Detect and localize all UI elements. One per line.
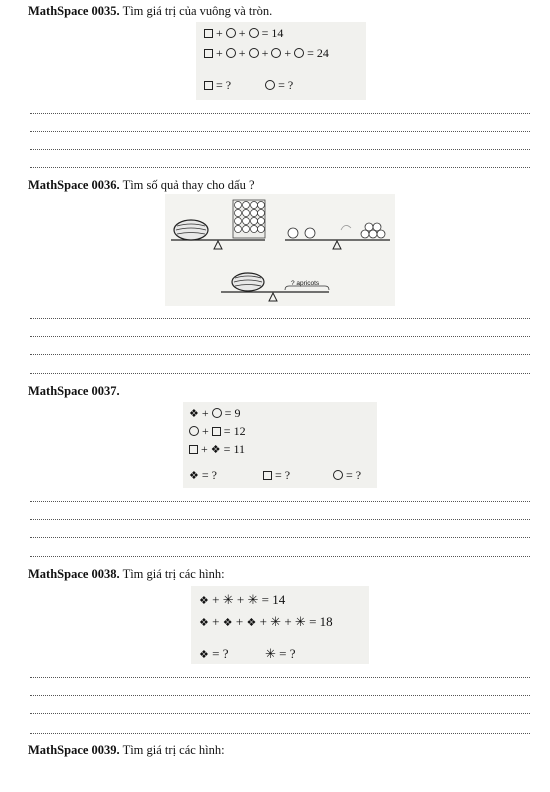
equals-sign: = xyxy=(261,26,269,40)
apricots-label: ? apricots xyxy=(291,280,320,287)
plus-sign: + xyxy=(261,46,269,60)
diamond-icon: ❖ xyxy=(222,617,233,629)
q37-title xyxy=(28,384,120,399)
q39-label: MathSpace 0039. xyxy=(28,743,120,757)
answer-line xyxy=(30,519,530,520)
answer-line xyxy=(30,677,530,678)
diamond-icon: ❖ xyxy=(199,649,209,661)
plus-sign: + xyxy=(236,592,245,607)
q35-ans-square: ? xyxy=(225,78,232,92)
q37-figure xyxy=(183,402,377,488)
q37-eq2-sum: 12 xyxy=(233,424,246,438)
answer-line xyxy=(30,501,530,502)
q38-text: Tìm giá trị các hình: xyxy=(122,567,225,581)
plus-sign: + xyxy=(238,26,246,40)
circle-icon xyxy=(333,470,343,480)
star-icon: ✳ xyxy=(247,592,259,607)
plus-sign: + xyxy=(259,614,267,629)
answer-line xyxy=(30,713,530,714)
answer-line xyxy=(30,113,530,114)
equals-sign: = xyxy=(346,468,353,482)
answer-line xyxy=(30,336,530,337)
q35-text: Tìm giá trị của vuông và tròn. xyxy=(122,4,273,18)
square-icon xyxy=(189,445,198,454)
square-icon xyxy=(212,427,221,436)
circle-icon xyxy=(249,48,259,58)
equals-sign: = xyxy=(212,646,220,661)
q37-ans-circle: ? xyxy=(355,468,362,482)
diamond-icon: ❖ xyxy=(199,617,209,629)
star-icon: ✳ xyxy=(265,646,276,661)
q35-eq1 xyxy=(204,26,283,41)
q38-eq1 xyxy=(199,592,285,608)
q38-label: MathSpace 0038. xyxy=(28,567,120,581)
square-icon xyxy=(263,471,272,480)
answer-line xyxy=(30,556,530,557)
circle-icon xyxy=(271,48,281,58)
q35-figure xyxy=(196,22,366,100)
plus-sign: + xyxy=(284,46,292,60)
equals-sign: = xyxy=(307,46,314,60)
q36-figure xyxy=(165,194,395,306)
diamond-icon: ❖ xyxy=(210,444,221,456)
square-icon xyxy=(204,29,213,38)
circle-icon xyxy=(212,408,222,418)
plus-sign: + xyxy=(216,26,223,40)
q35-eq2 xyxy=(204,46,329,61)
equals-sign: = xyxy=(279,646,287,661)
equals-sign: = xyxy=(201,468,209,482)
q38-eq2 xyxy=(199,614,333,630)
circle-icon xyxy=(294,48,304,58)
equals-sign: = xyxy=(216,78,223,92)
q36-text: Tìm số quả thay cho dấu ? xyxy=(122,178,255,192)
answer-line xyxy=(30,131,530,132)
answer-line xyxy=(30,373,530,374)
square-icon xyxy=(204,49,213,58)
balance-scale-3 xyxy=(221,273,329,301)
q37-eq3 xyxy=(189,442,245,457)
square-icon xyxy=(204,81,213,90)
equals-sign: = xyxy=(261,592,269,607)
circle-icon xyxy=(189,426,199,436)
q37-answer-circle xyxy=(333,468,361,483)
q38-ans-diamond: ? xyxy=(222,646,229,661)
plus-sign: + xyxy=(202,424,209,438)
star-icon: ✳ xyxy=(222,592,234,607)
equals-sign: = xyxy=(224,406,232,420)
circle-icon xyxy=(265,80,275,90)
star-icon: ✳ xyxy=(294,614,306,629)
equals-sign: = xyxy=(309,614,317,629)
diamond-icon: ❖ xyxy=(189,408,199,420)
q37-answer-row xyxy=(189,468,217,483)
plus-sign: + xyxy=(212,614,220,629)
q37-eq3-sum: 11 xyxy=(233,442,245,456)
q39-title xyxy=(28,743,225,758)
equals-sign: = xyxy=(223,424,231,438)
q37-ans-diamond: ? xyxy=(211,468,217,482)
plus-sign: + xyxy=(212,592,220,607)
circle-icon xyxy=(226,28,236,38)
watermelon-icon xyxy=(174,220,208,240)
plus-sign: + xyxy=(235,614,244,629)
q37-eq2 xyxy=(189,424,246,439)
plus-sign: + xyxy=(216,46,223,60)
plus-sign: + xyxy=(284,614,292,629)
diamond-icon: ❖ xyxy=(246,617,257,629)
answer-line xyxy=(30,149,530,150)
plus-sign: + xyxy=(201,406,209,420)
answer-line xyxy=(30,537,530,538)
answer-line xyxy=(30,318,530,319)
q38-answer-star xyxy=(265,646,296,662)
equals-sign: = xyxy=(223,442,231,456)
answer-line xyxy=(30,167,530,168)
q35-title xyxy=(28,4,272,19)
q37-eq1-sum: 9 xyxy=(234,406,241,420)
plus-sign: + xyxy=(238,46,246,60)
equals-sign: = xyxy=(275,468,282,482)
q38-ans-star: ? xyxy=(289,646,296,661)
diamond-icon: ❖ xyxy=(199,595,209,607)
balance-scales-illustration xyxy=(165,194,395,306)
apple-stack xyxy=(233,200,265,238)
q35-eq1-sum: 14 xyxy=(271,26,284,40)
balance-scale-2 xyxy=(285,223,390,249)
q36-title xyxy=(28,178,255,193)
circle-icon xyxy=(226,48,236,58)
plus-sign: + xyxy=(201,442,208,456)
q35-label: MathSpace 0035. xyxy=(28,4,120,18)
q35-answer-row xyxy=(204,78,293,93)
circle-icon xyxy=(249,28,259,38)
q37-label: MathSpace 0037. xyxy=(28,384,120,398)
equals-sign: = xyxy=(278,78,285,92)
answer-line xyxy=(30,733,530,734)
q35-eq2-sum: 24 xyxy=(316,46,329,60)
q39-text: Tìm giá trị các hình: xyxy=(122,743,225,757)
q38-answer-diamond xyxy=(199,646,229,662)
answer-line xyxy=(30,695,530,696)
q37-answer-square xyxy=(263,468,290,483)
q38-eq1-sum: 14 xyxy=(272,592,286,607)
q37-eq1 xyxy=(189,406,240,421)
diamond-icon: ❖ xyxy=(189,470,199,482)
q37-ans-square: ? xyxy=(284,468,291,482)
answer-line xyxy=(30,354,530,355)
q38-eq2-sum: 18 xyxy=(319,614,333,629)
q38-figure xyxy=(191,586,369,664)
q36-label: MathSpace 0036. xyxy=(28,178,120,192)
star-icon: ✳ xyxy=(270,614,282,629)
q38-title xyxy=(28,567,225,582)
q35-ans-circle: ? xyxy=(287,78,294,92)
